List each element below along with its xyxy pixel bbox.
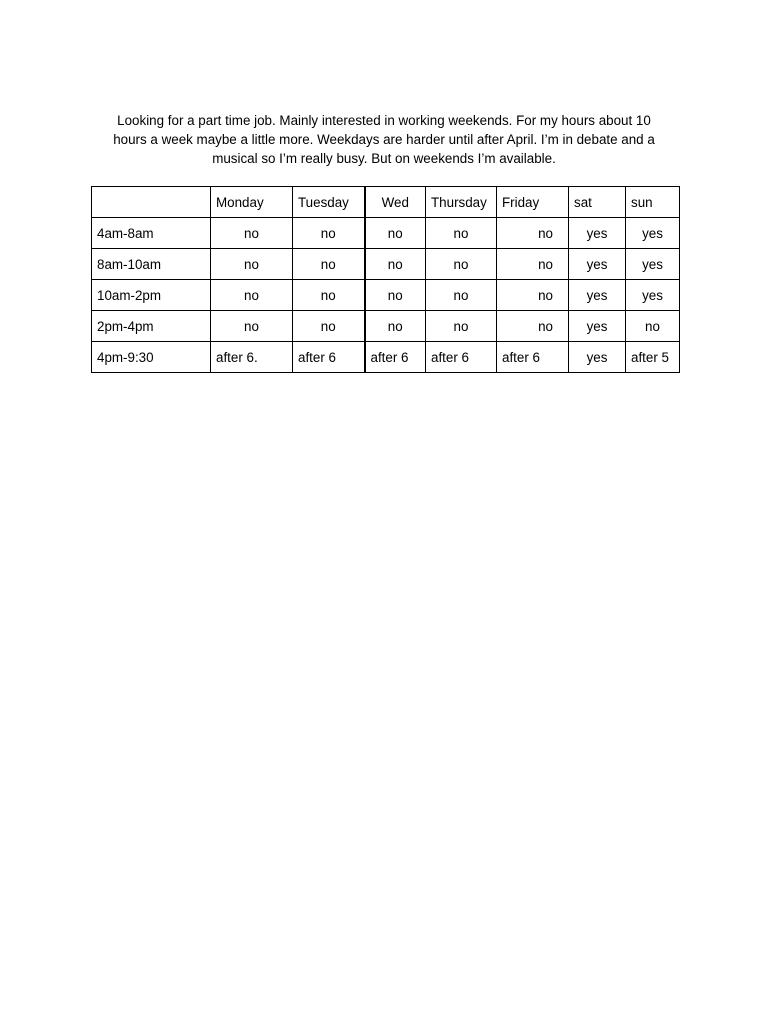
day-header-sat: sat [569, 187, 626, 218]
availability-cell: yes [626, 249, 680, 280]
availability-cell: after 5 [626, 342, 680, 373]
availability-cell: after 6 [426, 342, 497, 373]
availability-table [91, 186, 680, 373]
availability-cell: no [365, 311, 426, 342]
availability-cell: no [365, 280, 426, 311]
availability-cell: no [365, 249, 426, 280]
availability-cell: no [426, 218, 497, 249]
day-header-tuesday: Tuesday [293, 187, 365, 218]
availability-cell: no [293, 311, 365, 342]
table-row [92, 280, 680, 311]
availability-cell: no [211, 249, 293, 280]
time-slot-label: 10am-2pm [92, 280, 211, 311]
availability-cell: after 6 [293, 342, 365, 373]
day-header-monday: Monday [211, 187, 293, 218]
availability-cell: yes [569, 311, 626, 342]
availability-cell: no [293, 218, 365, 249]
availability-cell: yes [626, 280, 680, 311]
table-row [92, 249, 680, 280]
availability-cell: no [626, 311, 680, 342]
availability-cell: no [211, 218, 293, 249]
day-header-thursday: Thursday [426, 187, 497, 218]
availability-cell: after 6 [497, 342, 569, 373]
time-slot-label: 2pm-4pm [92, 311, 211, 342]
availability-note: Looking for a part time job. Mainly interested in working weekends. For my hours about 10 hours a week maybe a little more. Weekdays are harder until after April. I’m in debate and a musical so I’m really busy. But on weekends I’m available. [113, 113, 655, 166]
availability-cell: no [365, 218, 426, 249]
availability-cell: no [497, 311, 569, 342]
availability-cell: after 6 [365, 342, 426, 373]
availability-cell: no [211, 311, 293, 342]
table-header-row [92, 187, 680, 218]
availability-cell: yes [569, 280, 626, 311]
availability-cell: no [426, 311, 497, 342]
corner-cell [92, 187, 211, 218]
availability-cell: no [293, 280, 365, 311]
day-header-wed: Wed [365, 187, 426, 218]
availability-cell: no [211, 280, 293, 311]
availability-cell: no [497, 218, 569, 249]
availability-cell: yes [569, 342, 626, 373]
availability-cell: no [293, 249, 365, 280]
time-slot-label: 4pm-9:30 [92, 342, 211, 373]
availability-cell: after 6. [211, 342, 293, 373]
day-header-friday: Friday [497, 187, 569, 218]
day-header-sun: sun [626, 187, 680, 218]
availability-cell: yes [569, 249, 626, 280]
time-slot-label: 8am-10am [92, 249, 211, 280]
time-slot-label: 4am-8am [92, 218, 211, 249]
availability-cell: yes [569, 218, 626, 249]
table-row [92, 311, 680, 342]
availability-cell: no [426, 280, 497, 311]
table-row [92, 342, 680, 373]
availability-cell: no [497, 280, 569, 311]
availability-cell: no [426, 249, 497, 280]
availability-cell: yes [626, 218, 680, 249]
availability-cell: no [497, 249, 569, 280]
table-row [92, 218, 680, 249]
